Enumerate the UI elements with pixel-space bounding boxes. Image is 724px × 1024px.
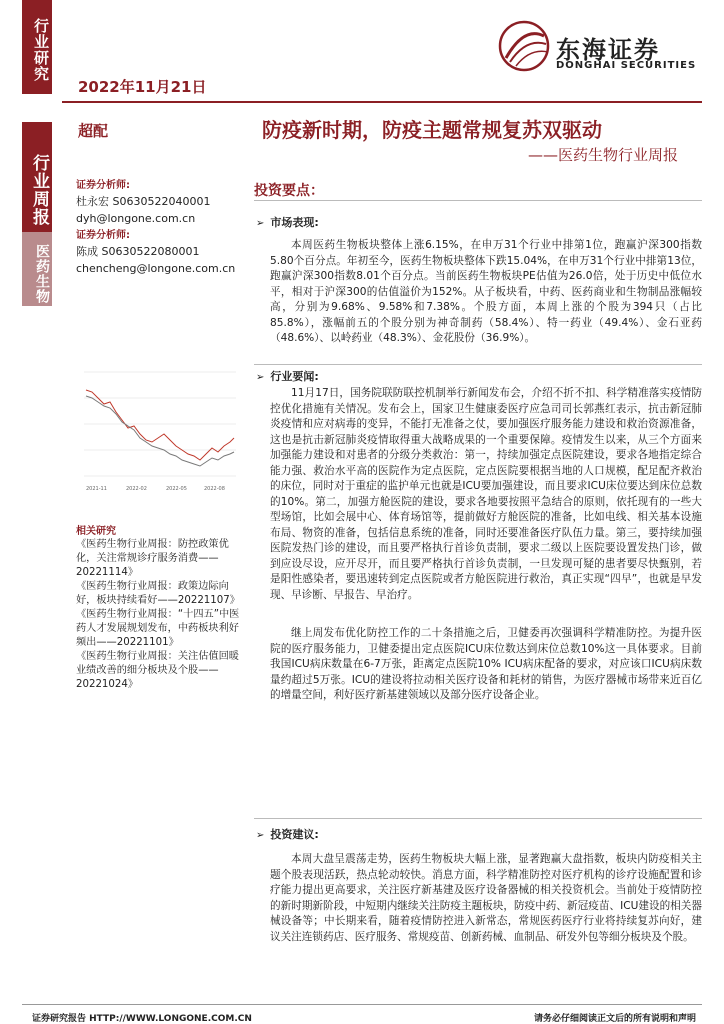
analyst-name: 陈成 S0630522080001 [76, 245, 200, 258]
paragraph [270, 626, 702, 704]
section-heading-text: 市场表现: [270, 216, 319, 229]
company-logo-icon [496, 18, 552, 74]
paragraph [270, 386, 702, 603]
section-heading [256, 368, 319, 384]
paragraph-text: 本周大盘呈震荡走势，医药生物板块大幅上涨，显著跑赢大盘指数，板块内防疫相关主题个股表现活跃，热点轮动较快。消息方面，科学精准防控对医疗机构的诊疗设施配置和诊疗能力提出更高要求，关注医疗新基建及医疗设备器械的相关投资机会。当前处于疫情防控的新时期新阶段，中短期内继续关注防疫主题板块，防疫中药、新冠疫苗、ICU建设的相关器械设备等；中长期来看，随着疫情防控进入新常态，常规医药医疗行业将持续复苏向好，建议关注连锁药店、医疗服务、常规疫苗、创新药械、血制品、研发外包等细分板块及个股。 [270, 853, 702, 943]
footer-divider [22, 1004, 702, 1005]
category-band [22, 0, 52, 94]
rating: 超配 [78, 122, 109, 140]
analyst-block [76, 176, 246, 275]
section-divider [254, 364, 702, 365]
industry-band [22, 232, 52, 306]
x-tick-label: 2022-05 [166, 486, 187, 492]
page-subtitle: ——医药生物行业周报 [528, 146, 679, 164]
section-heading [256, 826, 319, 842]
footer-disclaimer: 请务必仔细阅读正文后的所有说明和声明 [533, 1014, 696, 1024]
section-divider [254, 818, 702, 819]
series-line-b [86, 396, 234, 466]
industry-text: 医药生物 [34, 244, 50, 304]
section-heading [256, 214, 319, 230]
index-performance-chart [76, 368, 236, 508]
related-list [76, 538, 246, 692]
related-title: 相关研究 [76, 526, 116, 537]
bullet-arrow-icon: ➢ [256, 218, 265, 229]
footer-left[interactable]: 证券研究报告 HTTP://WWW.LONGONE.COM.CN [32, 1014, 252, 1024]
section-heading-text: 行业要闻: [270, 370, 319, 383]
analyst-email[interactable]: chencheng@longone.com.cn [76, 262, 236, 275]
list-item[interactable]: 《医药生物行业周报：关注估值回暖业绩改善的细分板块及个股——20221024》 [76, 651, 239, 690]
x-tick-label: 2022-02 [126, 486, 147, 492]
header-divider [62, 101, 702, 103]
analyst-name: 杜永宏 S0630522040001 [76, 195, 211, 208]
series-line-a [86, 390, 234, 460]
section-heading-text: 投资建议: [270, 828, 319, 841]
x-tick-label: 2022-08 [204, 486, 225, 492]
analyst-email[interactable]: dyh@longone.com.cn [76, 212, 196, 225]
bullet-arrow-icon: ➢ [256, 372, 265, 383]
list-item[interactable]: 《医药生物行业周报：“十四五”中医药人才发展规划发布，中药板块利好频出——20221101》 [76, 609, 240, 648]
list-item[interactable]: 《医药生物行业周报：防控政策优化，关注常规诊疗服务消费——20221114》 [76, 539, 229, 578]
paragraph-text: 本周医药生物板块整体上涨6.15%，在申万31个行业中排第1位，跑赢沪深300指数5.80个百分点。年初至今，医药生物板块整体下跌15.04%，在申万31个行业中排第13位，跑赢沪深300指数8.01个百分点。当前医药生物板块PE估值为26.0倍，处于历史中低位水平，相对于沪深300的估值溢价为152%。从子板块看，中药、医药商业和生物制品涨幅较高，分别为9.68%、9.58%和7.38%。个股方面，本周上涨的个股为394只（占比85.8%），涨幅前五的个股分别为神奇制药（58.4%）、特一药业（49.4%）、金石亚药（48.6%）、以岭药业（48.3%）、金花股份（36.9%）。 [270, 239, 702, 344]
paragraph [270, 238, 702, 347]
section-divider [254, 200, 702, 201]
paragraph [270, 852, 702, 945]
analyst-label: 证券分析师: [76, 230, 130, 241]
report-date: 2022年11月21日 [78, 78, 207, 96]
logo-en: DONGHAI SECURITIES [556, 60, 697, 71]
analyst-label: 证券分析师: [76, 180, 130, 191]
category-text: 行业研究 [32, 18, 50, 82]
page-title: 防疫新时期，防疫主题常规复苏双驱动 [262, 118, 602, 142]
bullet-arrow-icon: ➢ [256, 830, 265, 841]
list-item[interactable]: 《医药生物行业周报：政策边际向好，板块持续看好——20221107》 [76, 581, 240, 606]
report-type-band [22, 122, 52, 244]
report-type-text: 行业周报 [29, 154, 49, 226]
paragraph-text: 继上周发布优化防控工作的二十条措施之后，卫健委再次强调科学精准防控。为提升医院的医疗服务能力，卫健委提出定点医院ICU床位数达到床位总数10%这一具体要求。目前我国ICU病床数量在6-7万张，距离定点医院10% ICU病床配备的要求，对应该口ICU病床数量约超过5万张。ICU的建设将拉动相关医疗设备和耗材的销售，为医疗器械市场带来近百亿的增量空间，利好医疗新基建领域以及部分医疗设备企业。 [270, 627, 702, 701]
x-tick-label: 2021-11 [86, 486, 107, 492]
paragraph-text: 11月17日，国务院联防联控机制举行新闻发布会，介绍不折不扣、科学精准落实疫情防控优化措施有关情况。发布会上，国家卫生健康委医疗应急司司长郭燕红表示，抗击新冠肺炎疫情和应对病毒的变异，不能打无准备之仗，要加强医疗服务能力建设和救治资源准备，这也是抗击新冠肺炎疫情取得重大战略成果的一个重要保障。疫情发生以来，从三个方面来加强能力建设和对患者的分级分类救治：第一，持续加强定点医院建设，要求各地指定综合能力强、救治水平高的医院作为定点医院，定点医院要根据当地的人口规模，配足配齐救治的床位，同时对于重症的监护单元也就是ICU要加强建设，而且要求ICU床位要达到床位总数的10%。第二，加强方舱医院的建设，要求各地要按照平急结合的原则，依托现有的一些大型场馆，比如会展中心、体育场馆等，提前做好方舱医院的准备，比如电线、相关基本设施布局、物资的准备，包括信息系统的准备，同时还要准备医疗队伍力量。第三，要持续加强医院发热门诊的建设，而且要严格执行首诊负责制，要求二级以上医院要设置发热门诊，做到应设尽设，应开尽开，而且要严格执行首诊负责制，一旦发现可疑的患者要尽快甄别，若是阳性感染者，要迅速转到定点医院或者方舱医院进行救治，真正实现“四早”，也就是早发现、早诊断、早报告、早治疗。 [270, 387, 702, 601]
logo-cn: 东海证券 [556, 36, 660, 64]
key-points-title: 投资要点： [254, 183, 324, 199]
